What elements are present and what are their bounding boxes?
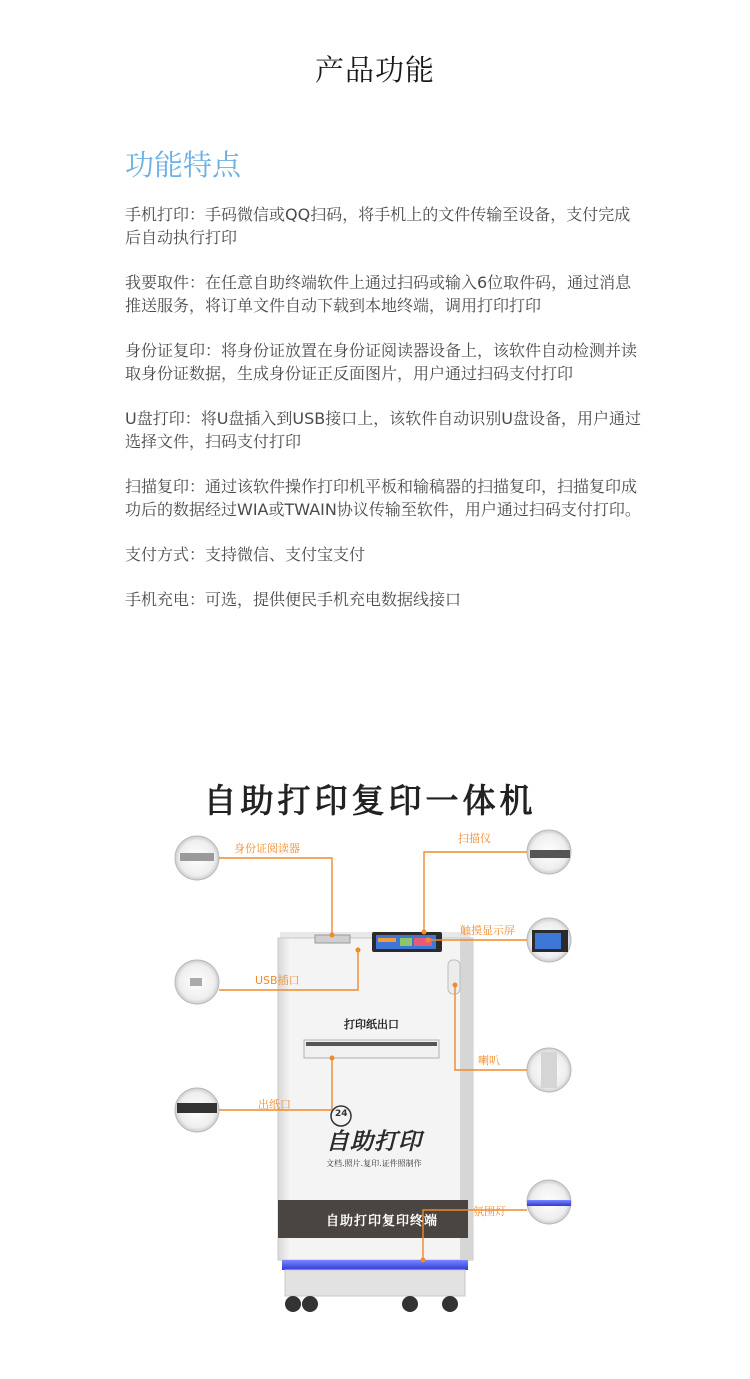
feature-item: U盘打印：将U盘插入到USB接口上，该软件自动识别U盘设备，用户通过选择文件，扫码支付打印	[125, 409, 641, 451]
callout-speaker: 喇叭	[478, 1054, 500, 1067]
section-title: 功能特点	[125, 148, 242, 182]
product-title: 自助打印复印一体机	[203, 781, 537, 820]
callout-usb: USB插口	[255, 974, 300, 987]
brand-name: 自助打印	[326, 1129, 422, 1155]
paper-out-label: 打印纸出口	[344, 1018, 399, 1031]
callout-scanner: 扫描仪	[458, 832, 491, 845]
callout-ambient-light: 氛围灯	[473, 1205, 506, 1218]
feature-item: 身份证复印：将身份证放置在身份证阅读器设备上，该软件自动检测并读取身份证数据，生成身份证正反面图片，用户通过扫码支付打印	[125, 341, 638, 383]
feature-list	[125, 203, 645, 633]
feature-item: 手机打印：手码微信或QQ扫码，将手机上的文件传输至设备，支付完成后自动执行打印	[125, 205, 631, 247]
feature-item: 手机充电：可选，提供便民手机充电数据线接口	[125, 590, 462, 609]
product-diagram	[0, 820, 750, 1360]
callout-paper-exit: 出纸口	[258, 1098, 291, 1111]
feature-item: 支付方式：支持微信、支付宝支付	[125, 545, 366, 564]
callout-id-reader: 身份证阅读器	[234, 842, 300, 855]
callout-touch-screen: 触摸显示屏	[460, 924, 515, 937]
page-title: 产品功能	[314, 53, 435, 87]
brand-subtitle: 文档.照片.复印.证件照制作	[326, 1159, 422, 1168]
hours-badge: 24	[335, 1109, 348, 1119]
feature-item: 我要取件：在任意自助终端软件上通过扫码或输入6位取件码，通过消息推送服务，将订单文件自动下载到本地终端，调用打印打印	[125, 273, 632, 315]
kiosk-illustration	[0, 820, 750, 1360]
band-text: 自助打印复印终端	[326, 1214, 439, 1229]
kiosk-body	[278, 932, 473, 1312]
feature-item: 扫描复印：通过该软件操作打印机平板和输稿器的扫描复印，扫描复印成功后的数据经过WIA或TWAIN协议传输至软件，用户通过扫码支付打印。	[125, 477, 641, 519]
